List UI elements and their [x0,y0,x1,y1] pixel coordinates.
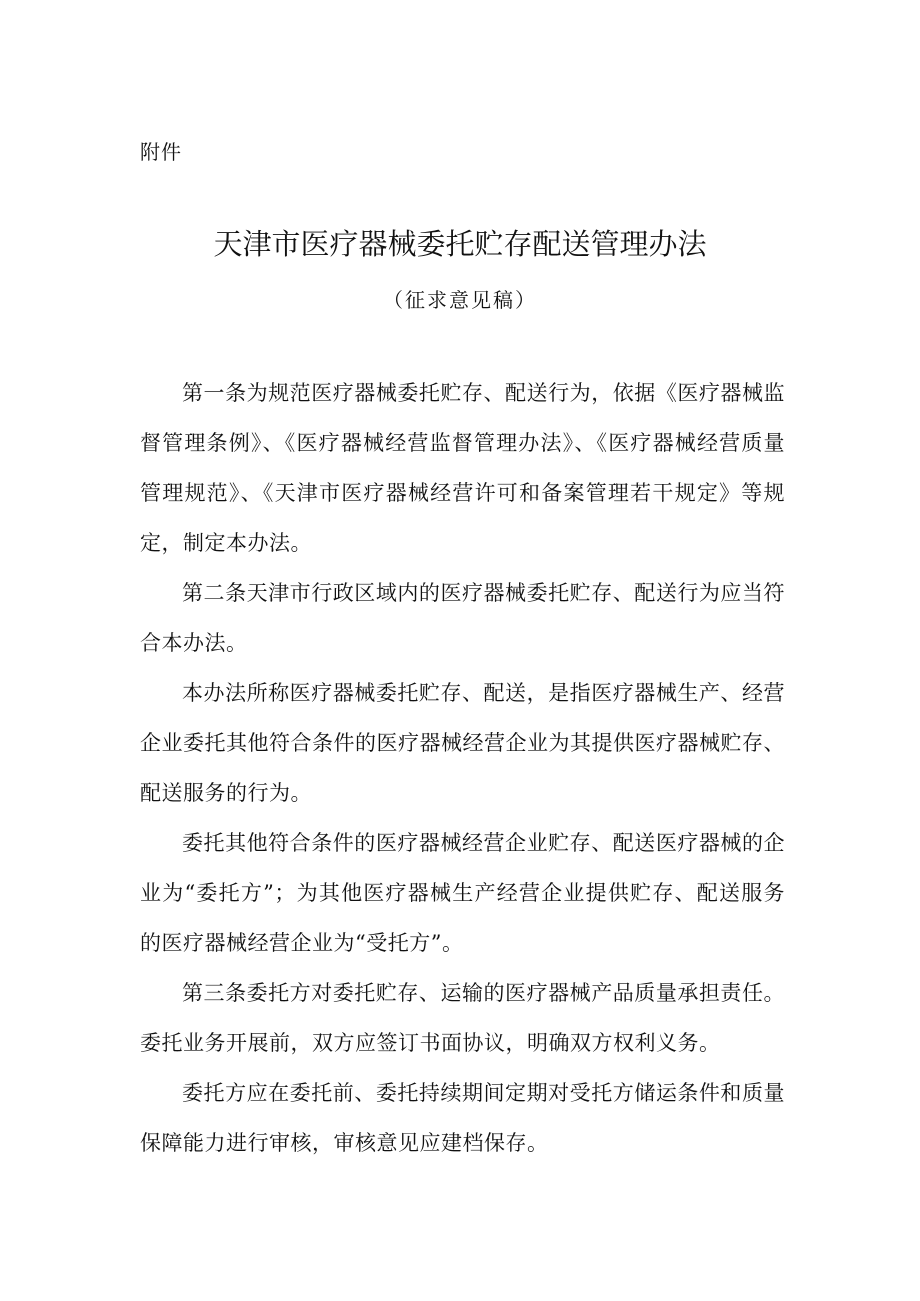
paragraph-article-3: 第三条委托方对委托贮存、运输的医疗器械产品质量承担责任。委托业务开展前，双方应签订书面协议，明确双方权利义务。 [140,981,785,1055]
paragraph-definition: 本办法所称医疗器械委托贮存、配送，是指医疗器械生产、经营企业委托其他符合条件的医疗器械经营企业为其提供医疗器械贮存、配送服务的行为。 [140,681,785,805]
document-title: 天津市医疗器械委托贮存配送管理办法 [213,227,707,261]
paragraph-article-2: 第二条天津市行政区域内的医疗器械委托贮存、配送行为应当符合本办法。 [140,581,785,655]
document-body [140,368,785,1168]
paragraph-article-1: 第一条为规范医疗器械委托贮存、配送行为，依据《医疗器械监督管理条例》、《医疗器械经营监督管理办法》、《医疗器械经营质量管理规范》、《天津市医疗器械经营许可和备案管理若干规定》等规定，制定本办法。 [140,381,785,555]
document-subtitle: （征求意见稿） [383,288,537,312]
paragraph-parties: 委托其他符合条件的医疗器械经营企业贮存、配送医疗器械的企业为“委托方”；为其他医疗器械生产经营企业提供贮存、配送服务的医疗器械经营企业为“受托方”。 [140,831,785,955]
attachment-label: 附件 [140,140,182,164]
paragraph-audit: 委托方应在委托前、委托持续期间定期对受托方储运条件和质量保障能力进行审核，审核意见应建档保存。 [140,1081,785,1155]
